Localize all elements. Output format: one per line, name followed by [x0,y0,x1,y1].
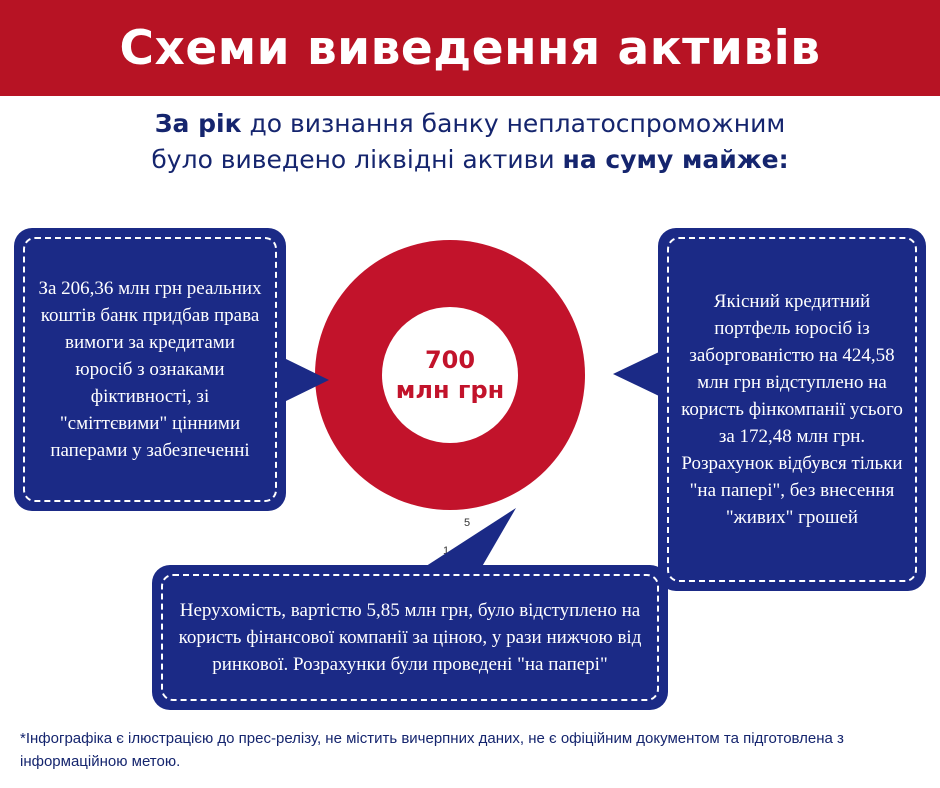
subtitle-line-1 [0,106,940,142]
subtitle-line-2 [0,142,940,178]
subtitle-emphasis-2: на суму майже: [562,145,789,174]
subtitle [0,106,940,178]
footnote: *Інфографіка є ілюстрацією до прес-релізу, не містить вичерпних даних, не є офіційним документом та підготовлена з інформаційною метою. [20,730,844,770]
callout-left-inner [23,237,277,502]
donut-micro-label-2: 1 [443,545,450,557]
donut-unit: млн грн [395,376,505,404]
callout-right-inner [667,237,917,582]
callout-left [14,228,286,511]
donut-center-label [382,307,518,443]
callout-right-text: Якісний кредитний портфель юросіб із заборгованістю на 424,58 млн грн відступлено на користь фінкомпанії усього за 172,48 млн грн. Розрахунок відбувся тільки "на папері", без внесення "живих" грошей [681,291,903,528]
donut-micro-label-1: 5 [464,517,471,529]
callout-right [658,228,926,591]
subtitle-emphasis-1: За рік [154,109,242,138]
callout-left-text: За 206,36 млн грн реальних коштів банк придбав права вимоги за кредитами юросіб з ознаками фіктивності, зі "сміттєвими" цінними паперами у забезпеченні [38,278,262,461]
donut-value: 700 [424,346,476,374]
callout-bottom [152,565,668,710]
subtitle-text-2: було виведено ліквідні активи [151,145,563,174]
callout-bottom-text: Нерухомість, вартістю 5,85 млн грн, було відступлено на користь фінансової компанії за ціною, у рази нижчою від ринкової. Розрахунки були проведені "на папері" [178,600,642,675]
callout-right-pointer [613,352,659,396]
page-title: Схеми виведення активів [119,20,821,76]
subtitle-text-1: до визнання банку неплатоспроможним [241,109,786,138]
header-bar [0,0,940,96]
callout-bottom-inner [161,574,659,701]
donut-chart [315,240,585,510]
callout-left-pointer [284,358,329,402]
